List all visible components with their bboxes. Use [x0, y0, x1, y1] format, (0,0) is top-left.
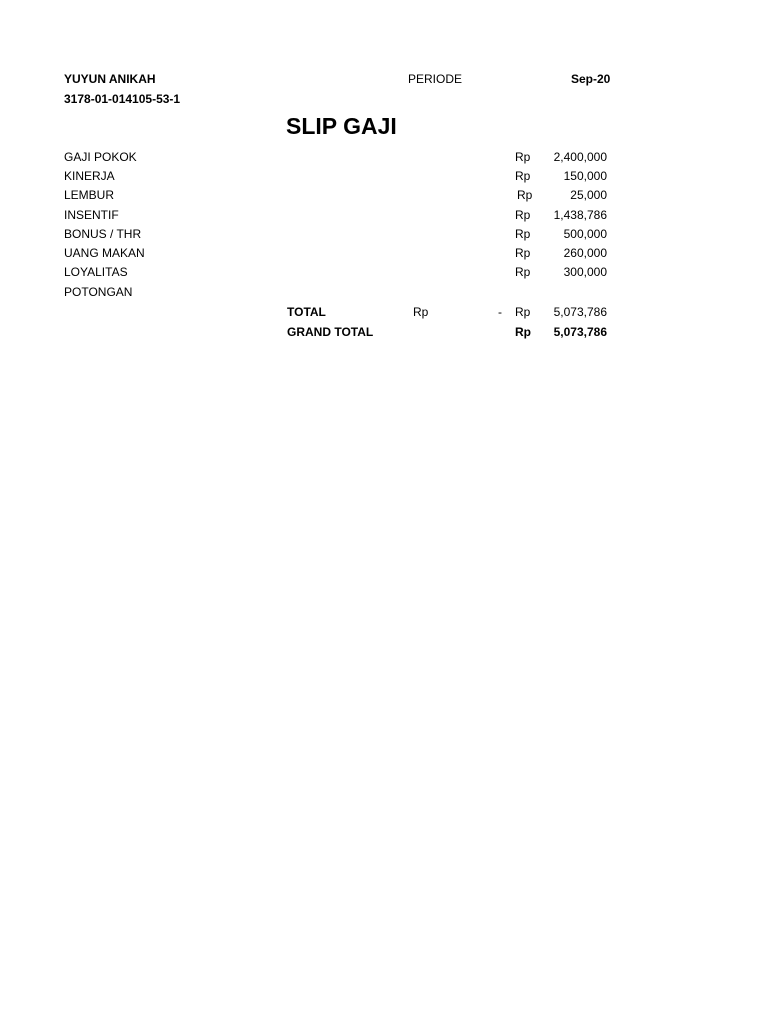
- item-currency: Rp: [515, 169, 531, 183]
- total-deduction-currency: Rp: [413, 305, 429, 319]
- item-label: LOYALITAS: [64, 265, 128, 279]
- item-label: BONUS / THR: [64, 227, 142, 241]
- grand-total-label: GRAND TOTAL: [287, 325, 374, 339]
- item-label: GAJI POKOK: [64, 150, 137, 164]
- item-currency: Rp: [515, 150, 531, 164]
- deduction-label: POTONGAN: [64, 285, 133, 299]
- total-amount: 5,073,786: [553, 305, 607, 319]
- item-amount: 300,000: [563, 265, 607, 279]
- item-label: KINERJA: [64, 169, 115, 183]
- period-label: PERIODE: [408, 72, 463, 86]
- grand-total-amount: 5,073,786: [553, 325, 607, 339]
- item-currency: Rp: [517, 188, 533, 202]
- item-amount: 260,000: [563, 246, 607, 260]
- employee-name: YUYUN ANIKAH: [64, 72, 156, 86]
- grand-total-currency: Rp: [515, 325, 531, 339]
- item-label: LEMBUR: [64, 188, 115, 202]
- item-amount: 150,000: [563, 169, 607, 183]
- total-currency: Rp: [515, 305, 531, 319]
- total-label: TOTAL: [287, 305, 326, 319]
- item-currency: Rp: [515, 265, 531, 279]
- item-amount: 1,438,786: [553, 208, 607, 222]
- item-currency: Rp: [515, 208, 531, 222]
- item-amount: 500,000: [563, 227, 607, 241]
- employee-id: 3178-01-014105-53-1: [64, 92, 181, 106]
- total-deduction-amount: -: [498, 305, 502, 319]
- item-label: INSENTIF: [64, 208, 119, 222]
- item-currency: Rp: [515, 246, 531, 260]
- item-amount: 25,000: [570, 188, 607, 202]
- item-amount: 2,400,000: [553, 150, 607, 164]
- item-currency: Rp: [515, 227, 531, 241]
- period-value: Sep-20: [571, 72, 611, 86]
- item-label: UANG MAKAN: [64, 246, 145, 260]
- page-title: SLIP GAJI: [286, 113, 397, 139]
